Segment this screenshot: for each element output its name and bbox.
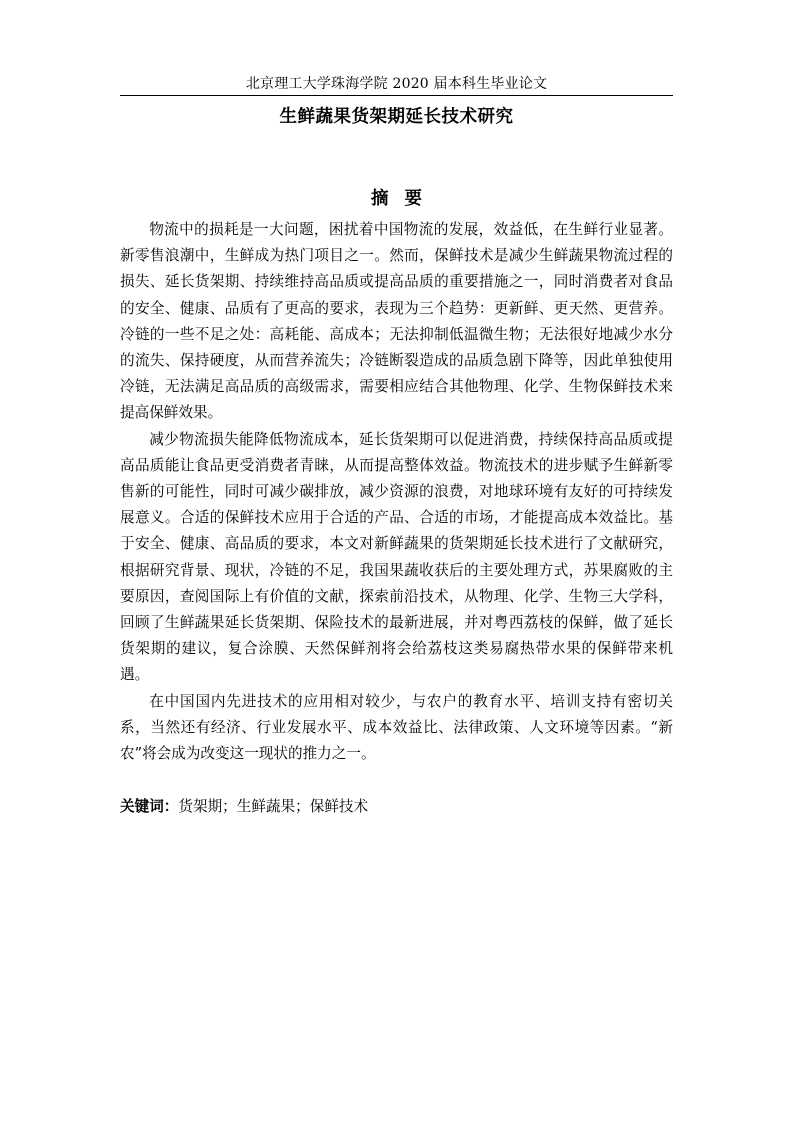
running-header: 北京理工大学珠海学院 2020 届本科生毕业论文 xyxy=(245,76,548,92)
paper-title: 生鲜蔬果货架期延长技术研究 xyxy=(279,107,514,127)
keywords-value: 货架期；生鲜蔬果；保鲜技术 xyxy=(178,798,369,815)
abstract-heading: 摘要 xyxy=(371,189,438,209)
keywords-line xyxy=(120,795,673,819)
abstract-paragraph-2: 减少物流损失能降低物流成本，延长货架期可以促进消费，持续保持高品质或提高品质能让食品更受消费者青睐，从而提高整体效益。物流技术的进步赋予生鲜新零售新的可能性，同时可减少碳排放，减少资源的浪费，对地球环境有友好的可持续发展意义。合适的保鲜技术应用于合适的产品、合适的市场，才能提高成本效益比。基于安全、健康、高品质的要求，本文对新鲜蔬果的货架期延长技术进行了文献研究，根据研究背景、现状，冷链的不足，我国果蔬收获后的主要处理方式，苏果腐败的主要原因，查阅国际上有价值的文献，探索前沿技术，从物理、化学、生物三大学科，回顾了生鲜蔬果延长货架期、保险技术的最新进展，并对粤西荔枝的保鲜，做了延长货架期的建议，复合涂膜、天然保鲜剂将会给荔枝这类易腐热带水果的保鲜带来机遇。 xyxy=(120,430,673,684)
abstract-paragraph-1: 物流中的损耗是一大问题，困扰着中国物流的发展，效益低，在生鲜行业显著。新零售浪潮中，生鲜成为热门项目之一。然而，保鲜技术是减少生鲜蔬果物流过程的损失、延长货架期、持续维持高品质或提高品质的重要措施之一，同时消费者对食品的安全、健康、品质有了更高的要求，表现为三个趋势：更新鲜、更天然、更营养。冷链的一些不足之处：高耗能、高成本；无法抑制低温微生物；无法很好地减少水分的流失、保持硬度，从而营养流失；冷链断裂造成的品质急剧下降等，因此单独使用冷链，无法满足高品质的高级需求，需要相应结合其他物理、化学、生物保鲜技术来提高保鲜效果。 xyxy=(120,221,673,422)
abstract-paragraph-3: 在中国国内先进技术的应用相对较少，与农户的教育水平、培训支持有密切关系，当然还有经济、行业发展水平、成本效益比、法律政策、人文环境等因素。“新农”将会成为改变这一现状的推力之一。 xyxy=(120,692,673,763)
abstract-body xyxy=(120,217,673,767)
header-rule xyxy=(120,95,673,96)
keywords-label: 关键词： xyxy=(120,798,179,815)
